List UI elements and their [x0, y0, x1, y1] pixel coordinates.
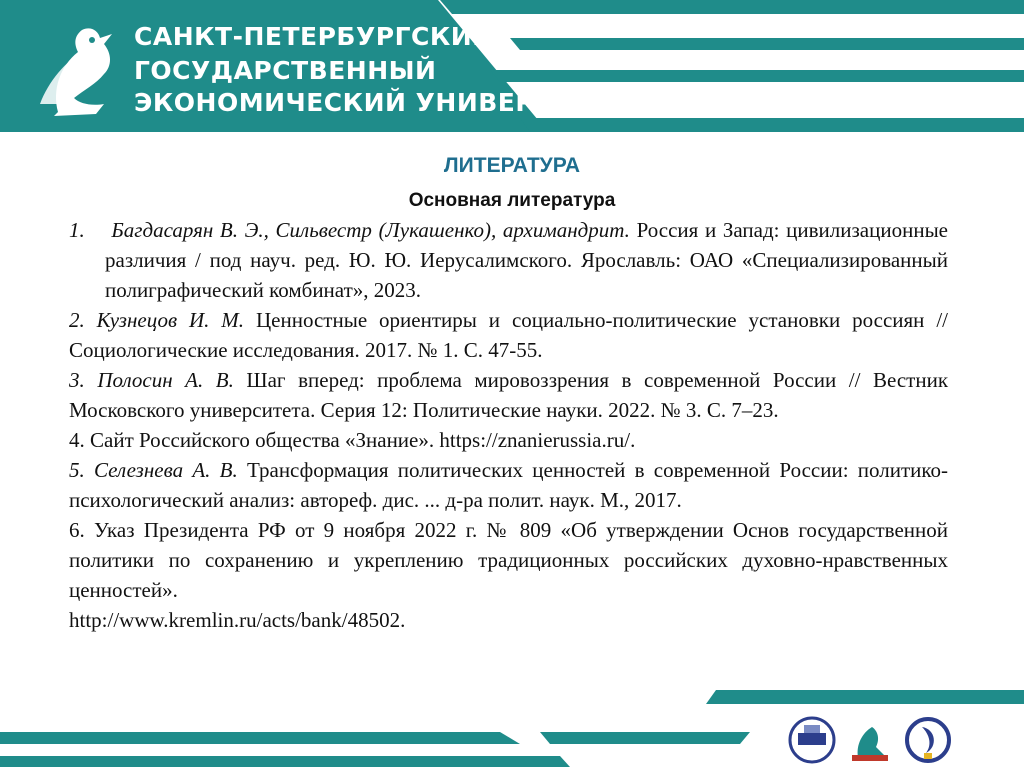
footer-logos	[786, 715, 956, 765]
reference-5-number: 5.	[69, 458, 85, 482]
reference-item-6	[69, 515, 948, 605]
page-title: ЛИТЕРАТУРА	[443, 154, 581, 177]
reference-1-author: Багдасарян В. Э., Сильвестр (Лукашенко), архимандрит.	[111, 218, 630, 242]
reference-1-text: Россия и Запад: цивилизационные различия / под науч. ред. Ю. Ю. Иерусалимского. Ярославль: ОАО «Специализированный полиграфический комбинат», 2023.	[105, 218, 949, 302]
university-name-line3: ЭКОНОМИЧЕСКИЙ УНИВЕРСИТЕТ	[134, 88, 628, 117]
reference-2-text: Ценностные ориентиры и социально-политические установки россиян // Социологические исследования. 2017. № 1. С. 47-55.	[69, 308, 949, 362]
section-subtitle: Основная литература	[408, 190, 616, 211]
reference-item-2	[69, 305, 948, 365]
reference-item-3	[69, 365, 948, 425]
reference-2-number: 2.	[69, 308, 85, 332]
reference-5-text: Трансформация политических ценностей в современной России: политико-психологический анализ: автореф. дис. ... д-ра полит. наук. М., 2017.	[69, 458, 949, 512]
reference-item-1	[69, 215, 948, 305]
reference-item-5	[69, 455, 948, 515]
university-name-line1: САНКТ-ПЕТЕРБУРГСКИЙ	[134, 22, 494, 51]
reference-6-text: Указ Президента РФ от 9 ноября 2022 г. № 809 «Об утверждении Основ государственной политики по сохранению и укреплению традиционных российских духовно-нравственных ценностей».	[69, 518, 948, 602]
reference-3-author: Полосин А. В.	[97, 368, 234, 392]
reference-4-text: Сайт Российского общества «Знание». https://znanierussia.ru/.	[90, 428, 636, 452]
reference-1-number: 1.	[69, 218, 85, 242]
reference-2-author: Кузнецов И. М.	[96, 308, 245, 332]
griffin-logo-icon	[852, 727, 888, 761]
reference-6-url[interactable]: http://www.kremlin.ru/acts/bank/48502.	[69, 608, 406, 632]
reference-4-number: 4.	[69, 428, 85, 452]
reference-3-number: 3.	[69, 368, 85, 392]
reference-list	[69, 215, 948, 635]
emblem-logo-icon	[790, 718, 834, 762]
header-banner	[0, 0, 1024, 132]
reference-item-4	[69, 425, 948, 455]
reference-5-author: Селезнева А. В.	[94, 458, 238, 482]
reference-6-number: 6.	[69, 518, 85, 542]
profile-emblem-icon	[907, 719, 949, 761]
university-name-line2: ГОСУДАРСТВЕННЫЙ	[134, 56, 437, 85]
reference-3-text: Шаг вперед: проблема мировоззрения в современной России // Вестник Московского университета. Серия 12: Политические науки. 2022. № 3. С. 7–23.	[69, 368, 949, 422]
